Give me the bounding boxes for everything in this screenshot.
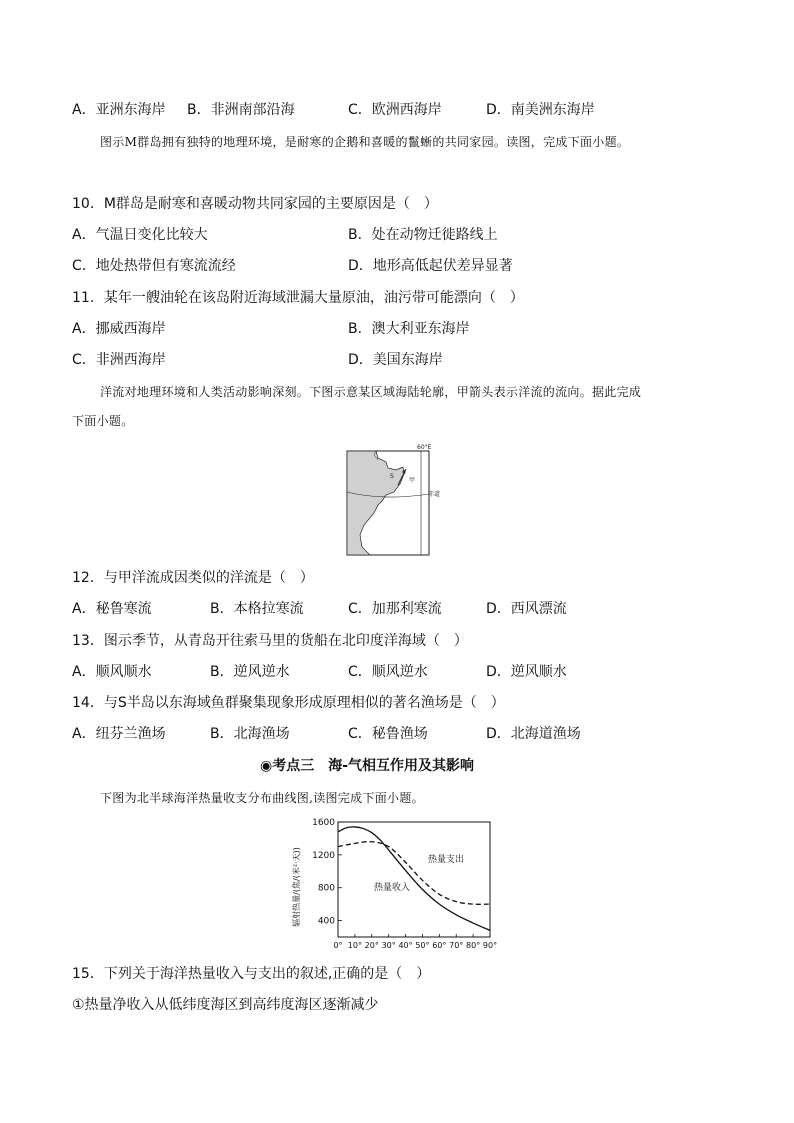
section3-title: 考点三 海-气相互作用及其影响 xyxy=(272,758,475,774)
q13-option-d: D．逆风顺水 xyxy=(486,664,567,680)
intro-heat-budget: 下图为北半球海洋热量收支分布曲线图,读图完成下面小题。 xyxy=(100,791,424,805)
section-marker-icon: ◉ xyxy=(260,758,273,774)
series-line-heat-income xyxy=(338,827,490,931)
q9-option-a: A．亚洲东海岸 xyxy=(72,102,166,118)
q13-option-a: A．顺风顺水 xyxy=(72,664,152,680)
q14-option-c: C．秘鲁渔场 xyxy=(348,726,428,742)
x-tick-label: 80° xyxy=(466,941,481,950)
intro-current-line1: 洋流对地理环境和人类活动影响深刻。下图示意某区域海陆轮廓，甲箭头表示洋流的流向。据此完成 xyxy=(100,385,642,399)
x-tick-label: 60° xyxy=(432,941,447,950)
x-tick-label: 20° xyxy=(364,941,379,950)
ocean-current-map xyxy=(340,441,450,557)
q10-option-b: B．处在动物迁徙路线上 xyxy=(348,227,498,243)
q11-option-d: D．美国东海岸 xyxy=(348,352,443,368)
q10-stem: 10．M群岛是耐寒和喜暖动物共同家园的主要原因是（ ） xyxy=(72,196,438,212)
y-tick-label: 800 xyxy=(317,883,335,894)
q9-option-d: D．南美洲东海岸 xyxy=(486,102,595,118)
x-tick-label: 90° xyxy=(482,941,498,950)
q13-option-b: B．逆风逆水 xyxy=(210,664,290,680)
q12-option-b: B．本格拉寒流 xyxy=(210,601,304,617)
y-tick-label: 1200 xyxy=(312,850,335,861)
q12-option-a: A．秘鲁寒流 xyxy=(72,601,152,617)
intro-m-islands: 图示M群岛拥有独特的地理环境，是耐寒的企鹅和喜暖的鬣蜥的共同家园。读图，完成下面小题。 xyxy=(100,135,630,149)
map-equator-label: 赤道 xyxy=(428,491,441,498)
x-tick-label: 30° xyxy=(381,941,396,950)
y-tick-label: 1600 xyxy=(312,818,335,828)
q10-option-a: A．气温日变化比较大 xyxy=(72,227,208,243)
x-tick-label: 70° xyxy=(449,941,464,950)
q15-stem: 15．下列关于海洋热量收入与支出的叙述,正确的是（ ） xyxy=(72,966,431,982)
q13-stem: 13．图示季节，从青岛开往索马里的货船在北印度洋海域（ ） xyxy=(72,633,468,649)
q10-option-c: C．地处热带但有寒流流经 xyxy=(72,258,236,274)
x-tick-label: 40° xyxy=(398,941,413,950)
intro-current-line2: 下面小题。 xyxy=(72,414,134,428)
heat-budget-chart xyxy=(288,812,508,952)
q11-option-c: C．非洲西海岸 xyxy=(72,352,166,368)
q13-option-c: C．顺风逆水 xyxy=(348,664,428,680)
q14-stem: 14．与S半岛以东海域鱼群聚集现象形成原理相似的著名渔场是（ ） xyxy=(72,695,505,711)
map-longitude-label: 60°E xyxy=(417,444,432,451)
q10-option-d: D．地形高低起伏差异显著 xyxy=(348,258,513,274)
q14-option-a: A．纽芬兰渔场 xyxy=(72,726,166,742)
chart-ylabel: 辐射热量/(焦/(米²·天)) xyxy=(292,847,301,927)
q14-option-b: B．北海渔场 xyxy=(210,726,290,742)
section3-heading xyxy=(260,757,474,775)
q12-option-c: C．加那利寒流 xyxy=(348,601,442,617)
annotation-heat-income: 热量收入 xyxy=(374,883,411,893)
q14-option-d: D．北海道渔场 xyxy=(486,726,581,742)
x-tick-label: 50° xyxy=(415,941,430,950)
y-tick-label: 400 xyxy=(317,916,335,927)
map-label-jia: 甲 xyxy=(409,477,416,484)
x-tick-label: 0° xyxy=(333,941,343,950)
q9-option-c: C．欧洲西海岸 xyxy=(348,102,442,118)
q15-item1: ①热量净收入从低纬度海区到高纬度海区逐渐减少 xyxy=(72,997,379,1013)
q11-stem: 11．某年一艘油轮在该岛附近海域泄漏大量原油，油污带可能漂向（ ） xyxy=(72,290,524,306)
map-label-s: S xyxy=(390,473,394,480)
q12-option-d: D．西风漂流 xyxy=(486,601,567,617)
q11-option-a: A．挪威西海岸 xyxy=(72,321,166,337)
x-tick-label: 10° xyxy=(347,941,362,950)
annotation-heat-expense: 热量支出 xyxy=(428,855,465,865)
q12-stem: 12．与甲洋流成因类似的洋流是（ ） xyxy=(72,570,314,586)
series-line-heat-expense xyxy=(338,842,490,905)
q9-option-b: B．非洲南部沿海 xyxy=(187,102,295,118)
q11-option-b: B．澳大利亚东海岸 xyxy=(348,321,470,337)
